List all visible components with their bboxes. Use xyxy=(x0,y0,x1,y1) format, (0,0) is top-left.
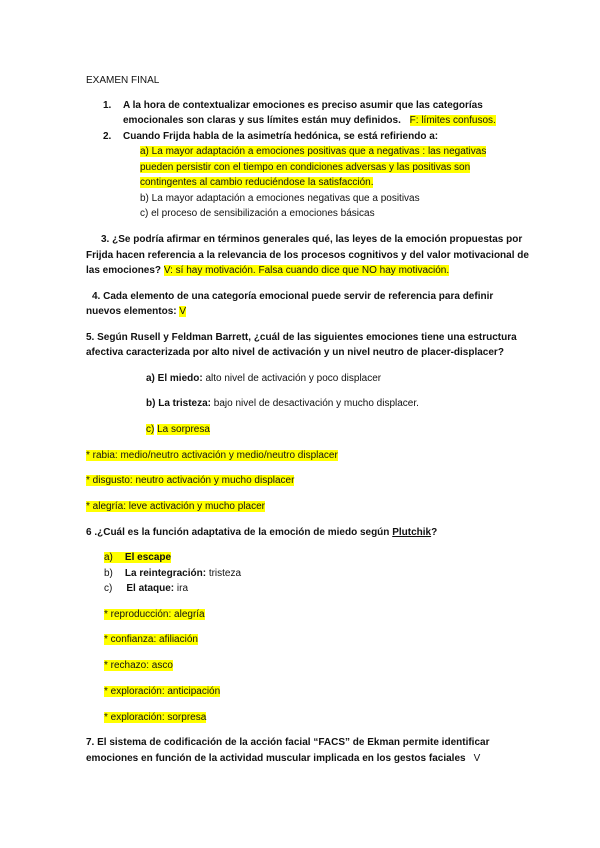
q7-answer: V xyxy=(473,753,481,764)
q5-note-alegria: * alegría: leve activación y mucho placer xyxy=(86,501,265,512)
q3-text-line1: 3. ¿Se podría afirmar en términos generales qué, las leyes de la emoción propuestas por xyxy=(101,234,523,245)
q4-answer: V xyxy=(179,306,187,317)
q6-note-confianza: * confianza: afiliación xyxy=(104,634,198,645)
q5-option-c: c) La sorpresa xyxy=(146,424,210,435)
q7-text-line2: emociones en función de la actividad muscular implicada en los gestos faciales V xyxy=(86,753,481,764)
q1-text-line2 xyxy=(123,114,496,127)
q2-option-a-line1: a) La mayor adaptación a emociones positivas que a negativas : las negativas xyxy=(140,146,487,157)
q3-text-line2: Frijda hacen referencia a la relevancia de los procesos cognitivos y del valor motivacional de xyxy=(86,250,529,261)
q3-text-line3: las emociones? V: sí hay motivación. Falsa cuando dice que NO hay motivación. xyxy=(86,265,450,276)
q2-option-b: b) La mayor adaptación a emociones negativas que a positivas xyxy=(140,193,420,204)
exam-title: EXAMEN FINAL xyxy=(86,75,160,86)
q1-text-line2-stem: emocionales son claras y sus límites están muy definidos. xyxy=(123,115,401,126)
q5-option-a: a) El miedo: alto nivel de activación y poco displacer xyxy=(146,373,382,384)
q6-note-exploracion-anticipacion: * exploración: anticipación xyxy=(104,686,221,697)
q6-note-exploracion-sorpresa: * exploración: sorpresa xyxy=(104,712,207,723)
q5-text-line1: 5. Según Rusell y Feldman Barrett, ¿cuál de las siguientes emociones tiene una estructura xyxy=(86,332,517,343)
q4-text-line2: nuevos elementos: V xyxy=(86,306,187,317)
q6-stem: 6 .¿Cuál es la función adaptativa de la emoción de miedo según Plutchik? xyxy=(86,527,438,538)
q7-text-line1: 7. El sistema de codificación de la acción facial “FACS” de Ekman permite identificar xyxy=(86,737,490,748)
q1-text-line1: A la hora de contextualizar emociones es preciso asumir que las categorías xyxy=(123,100,483,111)
q2-number: 2. xyxy=(103,131,112,142)
q1-number: 1. xyxy=(103,100,112,111)
q2-option-a-line3: contingentes al cambio reduciéndose la satisfacción. xyxy=(140,177,374,188)
q2-stem: Cuando Frijda habla de la asimetría hedónica, se está refiriendo a: xyxy=(123,131,439,142)
q6-note-reproduccion: * reproducción: alegría xyxy=(104,609,205,620)
q5-note-disgusto: * disgusto: neutro activación y mucho displacer xyxy=(86,475,295,486)
q6-option-b: b) La reintegración: tristeza xyxy=(104,568,242,579)
q4-text-line1: 4. Cada elemento de una categoría emocional puede servir de referencia para definir xyxy=(92,291,494,302)
q6-option-a: a) El escape xyxy=(104,552,172,563)
q1-answer: F: límites confusos. xyxy=(409,115,496,126)
q6-option-c: c) El ataque: ira xyxy=(104,583,189,594)
q6-note-rechazo: * rechazo: asco xyxy=(104,660,173,671)
q2-option-c: c) el proceso de sensibilización a emociones básicas xyxy=(140,208,375,219)
q3-answer: V: sí hay motivación. Falsa cuando dice que NO hay motivación. xyxy=(163,265,450,276)
q5-text-line2: afectiva caracterizada por alto nivel de activación y un nivel neutro de placer-displacer? xyxy=(86,347,504,358)
q2-option-a-line2: pueden persistir con el tiempo en condiciones adversas y las positivas son xyxy=(140,162,471,173)
q5-option-b: b) La tristeza: bajo nivel de desactivación y mucho displacer. xyxy=(146,398,419,409)
q5-note-rabia: * rabia: medio/neutro activación y medio/neutro displacer xyxy=(86,450,338,461)
